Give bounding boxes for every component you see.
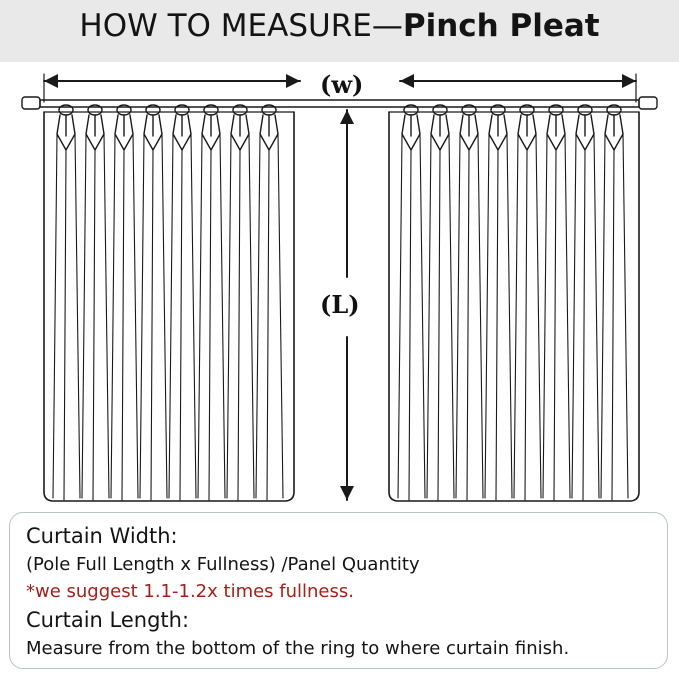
page-title-prefix: HOW TO MEASURE— <box>79 8 403 44</box>
fabric-folds-right <box>398 134 628 500</box>
curtain-panel-right <box>389 105 639 501</box>
page-title <box>0 8 679 44</box>
length-dimension-label: (L) <box>320 290 360 319</box>
curtain-width-heading: Curtain Width: <box>26 524 178 548</box>
curtain-diagram <box>0 62 679 514</box>
curtain-diagram-svg <box>0 62 679 514</box>
fabric-folds-left <box>53 134 283 500</box>
curtain-panel-left <box>44 105 294 501</box>
measurement-info-box <box>9 512 668 669</box>
page-title-highlight: Pinch Pleat <box>402 8 600 44</box>
fullness-suggestion-note: *we suggest 1.1-1.2x times fullness. <box>26 581 354 602</box>
curtain-width-formula: (Pole Full Length x Fullness) /Panel Quantity <box>26 554 420 575</box>
pleats-right <box>402 115 623 150</box>
width-dimension-label: (w) <box>320 70 364 99</box>
curtain-length-instruction: Measure from the bottom of the ring to where curtain finish. <box>26 638 570 659</box>
curtain-length-heading: Curtain Length: <box>26 608 190 632</box>
pleats-left <box>57 115 278 150</box>
measurement-info-content <box>26 522 657 662</box>
